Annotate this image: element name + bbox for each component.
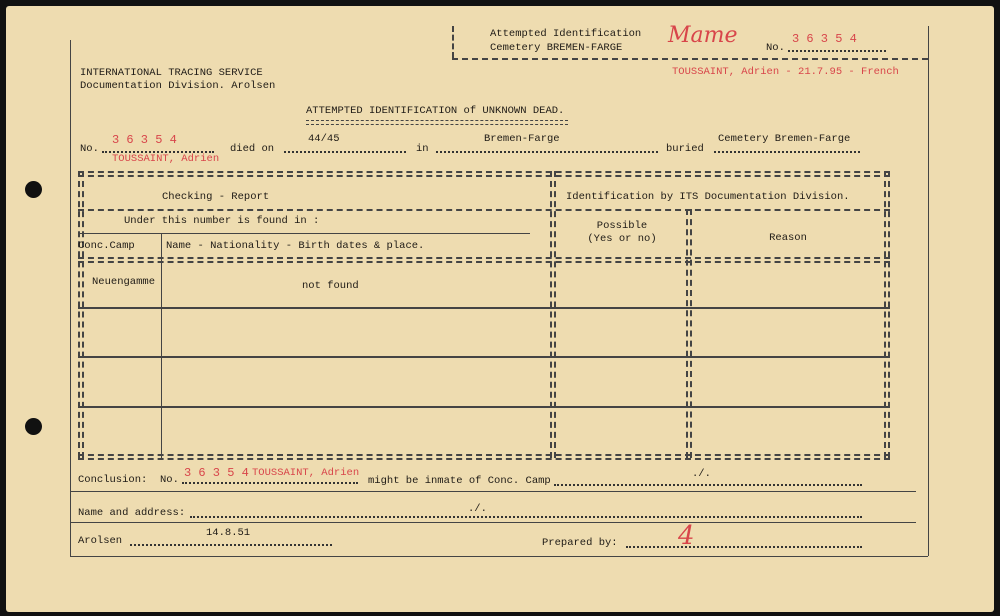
- date-dots: [130, 544, 332, 546]
- conclusion-no-value: 3 6 3 5 4: [184, 466, 249, 480]
- punch-hole-top: [25, 181, 42, 198]
- ident-header: Identification by ITS Documentation Division.: [566, 191, 850, 203]
- table-colhdr-line-2: [78, 261, 890, 263]
- conclusion-label: Conclusion:: [78, 474, 148, 486]
- col-reason-header: Reason: [769, 232, 807, 244]
- inmate-value: ./.: [692, 468, 711, 480]
- person-stamp: TOUSSAINT, Adrien - 21.7.95 - French: [672, 66, 899, 78]
- handwritten-mark: Mame: [668, 23, 738, 48]
- header-box-bottom: [452, 58, 928, 60]
- table-colhdr-line-1: [78, 257, 890, 259]
- in-label: in: [416, 143, 429, 155]
- record-name-stamp: TOUSSAINT, Adrien: [112, 153, 220, 165]
- name-address-value: ./.: [468, 503, 487, 515]
- conclusion-no-label: No.: [160, 474, 179, 486]
- record-card: [6, 6, 994, 612]
- table-row-line-1: [78, 307, 890, 309]
- org-line-1: INTERNATIONAL TRACING SERVICE: [80, 67, 263, 79]
- col-camp-header: Conc.Camp: [78, 240, 135, 252]
- header-box-left: [452, 26, 454, 58]
- buried-dots: [714, 151, 860, 153]
- died-dots: [284, 151, 406, 153]
- record-no-label: No.: [80, 143, 99, 155]
- address-divider: [70, 522, 916, 523]
- table-col-possible: [686, 209, 688, 458]
- conclusion-divider: [70, 491, 916, 492]
- table-right: [884, 171, 886, 458]
- form-title: ATTEMPTED IDENTIFICATION of UNKNOWN DEAD.: [306, 105, 565, 117]
- table-hdr-line: [78, 209, 890, 211]
- col-name-header: Name - Nationality - Birth dates & place.: [166, 240, 425, 252]
- frame-right: [928, 26, 929, 556]
- row-camp: Neuengamme: [92, 276, 156, 288]
- title-underline-1: [306, 120, 568, 121]
- table-right-inner: [888, 171, 890, 458]
- frame-left: [70, 40, 71, 556]
- prepared-mark: 4: [678, 521, 695, 551]
- date-value: 14.8.51: [206, 527, 251, 539]
- frame-bottom: [70, 556, 928, 557]
- table-top-1: [78, 171, 890, 173]
- prepared-dots: [626, 546, 862, 548]
- inmate-label: might be inmate of Conc. Camp: [368, 475, 551, 487]
- table-col-possible-2: [690, 209, 692, 458]
- in-value: Bremen-Farge: [484, 133, 560, 145]
- header-line-1: Attempted Identification: [490, 28, 642, 40]
- title-underline-2: [306, 124, 568, 125]
- table-col-name: [161, 233, 162, 458]
- table-left: [78, 171, 80, 458]
- table-top-2: [78, 175, 890, 177]
- died-label: died on: [230, 143, 275, 155]
- table-row-line-3: [78, 406, 890, 408]
- table-row-line-2: [78, 356, 890, 358]
- place-label: Arolsen: [78, 535, 123, 547]
- prepared-label: Prepared by:: [542, 537, 618, 549]
- found-in-label: Under this number is found in :: [124, 215, 320, 227]
- died-value: 44/45: [308, 133, 340, 145]
- in-dots: [436, 151, 658, 153]
- header-line-2: Cemetery BREMEN-FARGE: [490, 42, 623, 54]
- conclusion-no-dots: [182, 482, 358, 484]
- row-name: not found: [302, 280, 359, 292]
- buried-label: buried: [666, 143, 704, 155]
- header-no-dots: [788, 50, 886, 52]
- punch-hole-bottom: [25, 418, 42, 435]
- conclusion-name-stamp: TOUSSAINT, Adrien: [252, 467, 360, 479]
- org-line-2: Documentation Division. Arolsen: [80, 80, 276, 92]
- buried-value: Cemetery Bremen-Farge: [718, 133, 851, 145]
- table-bottom-2: [78, 458, 890, 460]
- col-possible-header-2: (Yes or no): [587, 233, 657, 245]
- table-mid-2: [554, 171, 556, 458]
- col-possible-header-1: Possible: [596, 220, 648, 232]
- header-no-label: No.: [766, 42, 785, 54]
- name-address-label: Name and address:: [78, 507, 186, 519]
- table-bottom-1: [78, 454, 890, 456]
- header-no-value: 3 6 3 5 4: [792, 32, 857, 46]
- table-found-line: [78, 233, 530, 234]
- name-address-dots: [190, 516, 862, 518]
- table-mid-1: [550, 171, 552, 458]
- table-left-inner: [82, 171, 84, 458]
- checking-header: Checking - Report: [162, 191, 270, 203]
- record-no-value: 3 6 3 5 4: [112, 133, 177, 147]
- inmate-dots: [554, 484, 862, 486]
